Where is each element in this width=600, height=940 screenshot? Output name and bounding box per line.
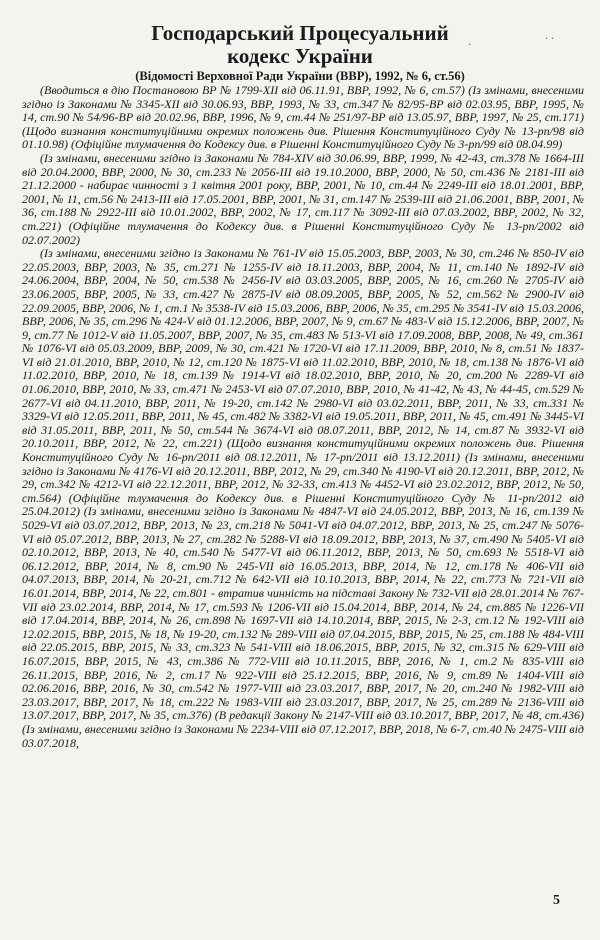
- document-title-line-2: кодекс України: [227, 44, 373, 68]
- scan-speck: ·: [468, 40, 472, 51]
- document-title-line-1: Господарський Процесуальний: [151, 21, 449, 45]
- body-paragraph: (Із змінами, внесеними згідно із Законами № 761-IV від 15.05.2003, ВВР, 2003, № 30, ст.246 № 850-IV від 22.05.2003, ВВР, 2003, № 35, ст.271 № 1255-IV від 18.11.2003, ВВР, 2004, № 11, ст.140 № 1892-IV від 24.06.2004, ВВР, 2004, № 50, ст.538 № 2456-IV від 03.03.2005, ВВР, 2005, № 16, ст.260 № 2705-IV від 23.06.2005, ВВР, 2005, № 33, ст.427 № 2875-IV від 08.09.2005, ВВР, 2005, № 52, ст.562 № 2900-IV від 22.09.2005, ВВР, 2006, № 1, ст.1 № 3538-IV від 15.03.2006, ВВР, 2006, № 35, ст.295 № 3541-IV від 15.03.2006, ВВР, 2006, № 35, ст.296 № 424-V від 01.12.2006, ВВР, 2007, № 9, ст.67 № 483-V від 15.12.2006, ВВР, 2007, № 9, ст.77 № 1012-V від 11.05.2007, ВВР, 2007, № 35, ст.483 № 513-VI від 17.09.2008, ВВР, 2008, № 49, ст.361 № 1076-VI від 05.03.2009, ВВР, 2009, № 30, ст.421 № 1720-VI від 17.11.2009, ВВР, 2010, № 8, ст.51 № 1837-VI від 21.01.2010, ВВР, 2010, № 12, ст.120 № 1875-VI від 11.02.2010, ВВР, 2010, № 18, ст.138 № 1876-VI від 11.02.2010, ВВР, 2010, № 18, ст.139 № 1914-VI від 18.02.2010, ВВР, 2010, № 20, ст.200 № 2289-VI від 01.06.2010, ВВР, 2010, № 33, ст.471 № 2453-VI від 07.07.2010, ВВР, 2010, № 41-42, № 43, № 44-45, ст.529 № 2677-VI від 04.11.2010, ВВР, 2011, № 19-20, ст.142 № 2980-VI від 03.02.2011, ВВР, 2011, № 33, ст.331 № 3329-VI від 12.05.2011, ВВР, 2011, № 45, ст.482 № 3382-VI від 19.05.2011, ВВР, 2011, № 45, ст.491 № 3445-VI від 31.05.2011, ВВР, 2011, № 50, ст.544 № 3674-VI від 08.07.2011, ВВР, 2012, № 14, ст.87 № 3932-VI від 20.10.2011, ВВР, 2012, № 22, ст.221) (Щодо визнання конституційними окремих положень див. Рішення Конституційного Суду № 16-рп/2011 від 08.12.2011, № 17-рп/2011 від 13.12.2011) (Із змінами, внесеними згідно із Законами № 4176-VI від 20.12.2011, ВВР, 2012, № 29, ст.340 № 4190-VI від 20.12.2011, ВВР, 2012, № 29, ст.342 № 4212-VI від 22.12.2011, ВВР, 2012, № 32-33, ст.413 № 4452-VI від 23.02.2012, ВВР, 2012, № 50, ст.564) (Офіційне тлумачення до Кодексу див. в Рішенні Конституційного Суду № 11-рп/2012 від 25.04.2012) (Із змінами, внесеними згідно із Законами № 4847-VI від 24.05.2012, ВВР, 2013, № 16, ст.139 № 5029-VI від 03.07.2012, ВВР, 2013, № 23, ст.218 № 5041-VI від 04.07.2012, ВВР, 2013, № 25, ст.247 № 5076-VI від 05.07.2012, ВВР, 2013, № 27, ст.282 № 5288-VI від 18.09.2012, ВВР, 2013, № 37, ст.490 № 5405-VI від 02.10.2012, ВВР, 2013, № 40, ст.540 № 5477-VI від 06.11.2012, ВВР, 2013, № 50, ст.693 № 5518-VI від 06.12.2012, ВВР, 2014, № 8, ст.90 № 245-VII від 16.05.2013, ВВР, 2014, № 12, ст.178 № 406-VII від 04.07.2013, ВВР, 2014, № 20-21, ст.712 № 642-VII від 10.10.2013, ВВР, 2014, № 22, ст.773 № 721-VII від 16.01.2014, ВВР, 2014, № 22, ст.801 - втратив чинність на підставі Закону № 732-VII від 28.01.2014 № 767-VII від 23.02.2014, ВВР, 2014, № 17, ст.593 № 1206-VII від 15.04.2014, ВВР, 2014, № 24, ст.885 № 1226-VII від 17.04.2014, ВВР, 2014, № 26, ст.898 № 1697-VII від 14.10.2014, ВВР, 2015, № 2-3, ст.12 № 192-VIII від 12.02.2015, ВВР, 2015, № 18, № 19-20, ст.132 № 289-VIII від 07.04.2015, ВВР, 2015, № 25, ст.188 № 484-VIII від 22.05.2015, ВВР, 2015, № 33, ст.323 № 541-VIII від 18.06.2015, ВВР, 2015, № 32, ст.315 № 629-VIII від 16.07.2015, ВВР, 2015, № 43, ст.386 № 772-VIII від 10.11.2015, ВВР, 2016, № 1, ст.2 № 835-VIII від 26.11.2015, ВВР, 2016, № 2, ст.17 № 922-VIII від 25.12.2015, ВВР, 2016, № 9, ст.89 № 1404-VIII від 02.06.2016, ВВР, 2016, № 30, ст.542 № 1977-VIII від 23.03.2017, ВВР, 2017, № 20, ст.240 № 1982-VIII від 23.03.2017, ВВР, 2017, № 18, ст.222 № 1983-VIII від 23.03.2017, ВВР, 2017, № 25, ст.289 № 2136-VIII від 13.07.2017, ВВР, 2017, № 35, ст.376) (В редакції Закону № 2147-VIII від 03.10.2017, ВВР, 2017, № 48, ст.436) (Із змінами, внесеними згідно із Законами № 2234-VIII від 07.12.2017, ВВР, 2018, № 6-7, ст.40 № 2475-VIII від 03.07.2018,: [22, 246, 584, 750]
- body-paragraph: (Із змінами, внесеними згідно із Законами № 784-XIV від 30.06.99, ВВР, 1999, № 42-43, ст.378 № 1664-III від 20.04.2000, ВВР, 2000, № 30, ст.233 № 2056-III від 19.10.2000, ВВР, 2000, № 50, ст.436 № 2181-III від 21.12.2000 - набирає чинності з 1 квітня 2001 року, ВВР, 2001, № 10, ст.44 № 2249-III від 18.01.2001, ВВР, 2001, № 11, ст.56 № 2413-III від 17.05.2001, ВВР, 2001, № 31, ст.147 № 2539-III від 21.06.2001, ВВР, 2001, № 36, ст.188 № 2922-III від 10.01.2002, ВВР, 2002, № 17, ст.117 № 3092-III від 07.03.2002, ВВР, 2002, № 32, ст.221) (Офіційне тлумачення до Кодексу див. в Рішенні Конституційного Суду № 13-рп/2002 від 02.07.2002): [22, 150, 584, 247]
- document-body: [22, 84, 584, 750]
- body-paragraph: (Вводиться в дію Постановою ВР № 1799-XII від 06.11.91, ВВР, 1992, № 6, ст.57) (Із змінами, внесеними згідно із Законами № 3345-XII від 30.06.93, ВВР, 1993, № 33, ст.347 № 82/95-ВР від 02.03.95, ВВР, 1995, № 14, ст.90 № 54/96-ВР від 20.02.96, ВВР, 1996, № 9, ст.44 № 251/97-ВР від 13.05.97, ВВР, 1997, № 25, ст.171) (Щодо визнання конституційними окремих положень див. Рішення Конституційного Суду № 13-рп/98 від 01.10.98) (Офіційне тлумачення до Кодексу див. в Рішенні Конституційного Суду № 3-рп/99 від 08.04.99): [22, 83, 584, 152]
- scan-speck: · ·: [545, 34, 555, 45]
- page-number: 5: [553, 893, 560, 908]
- document-source: (Відомості Верховної Ради України (ВВР), 1992, № 6, ст.56): [135, 69, 465, 83]
